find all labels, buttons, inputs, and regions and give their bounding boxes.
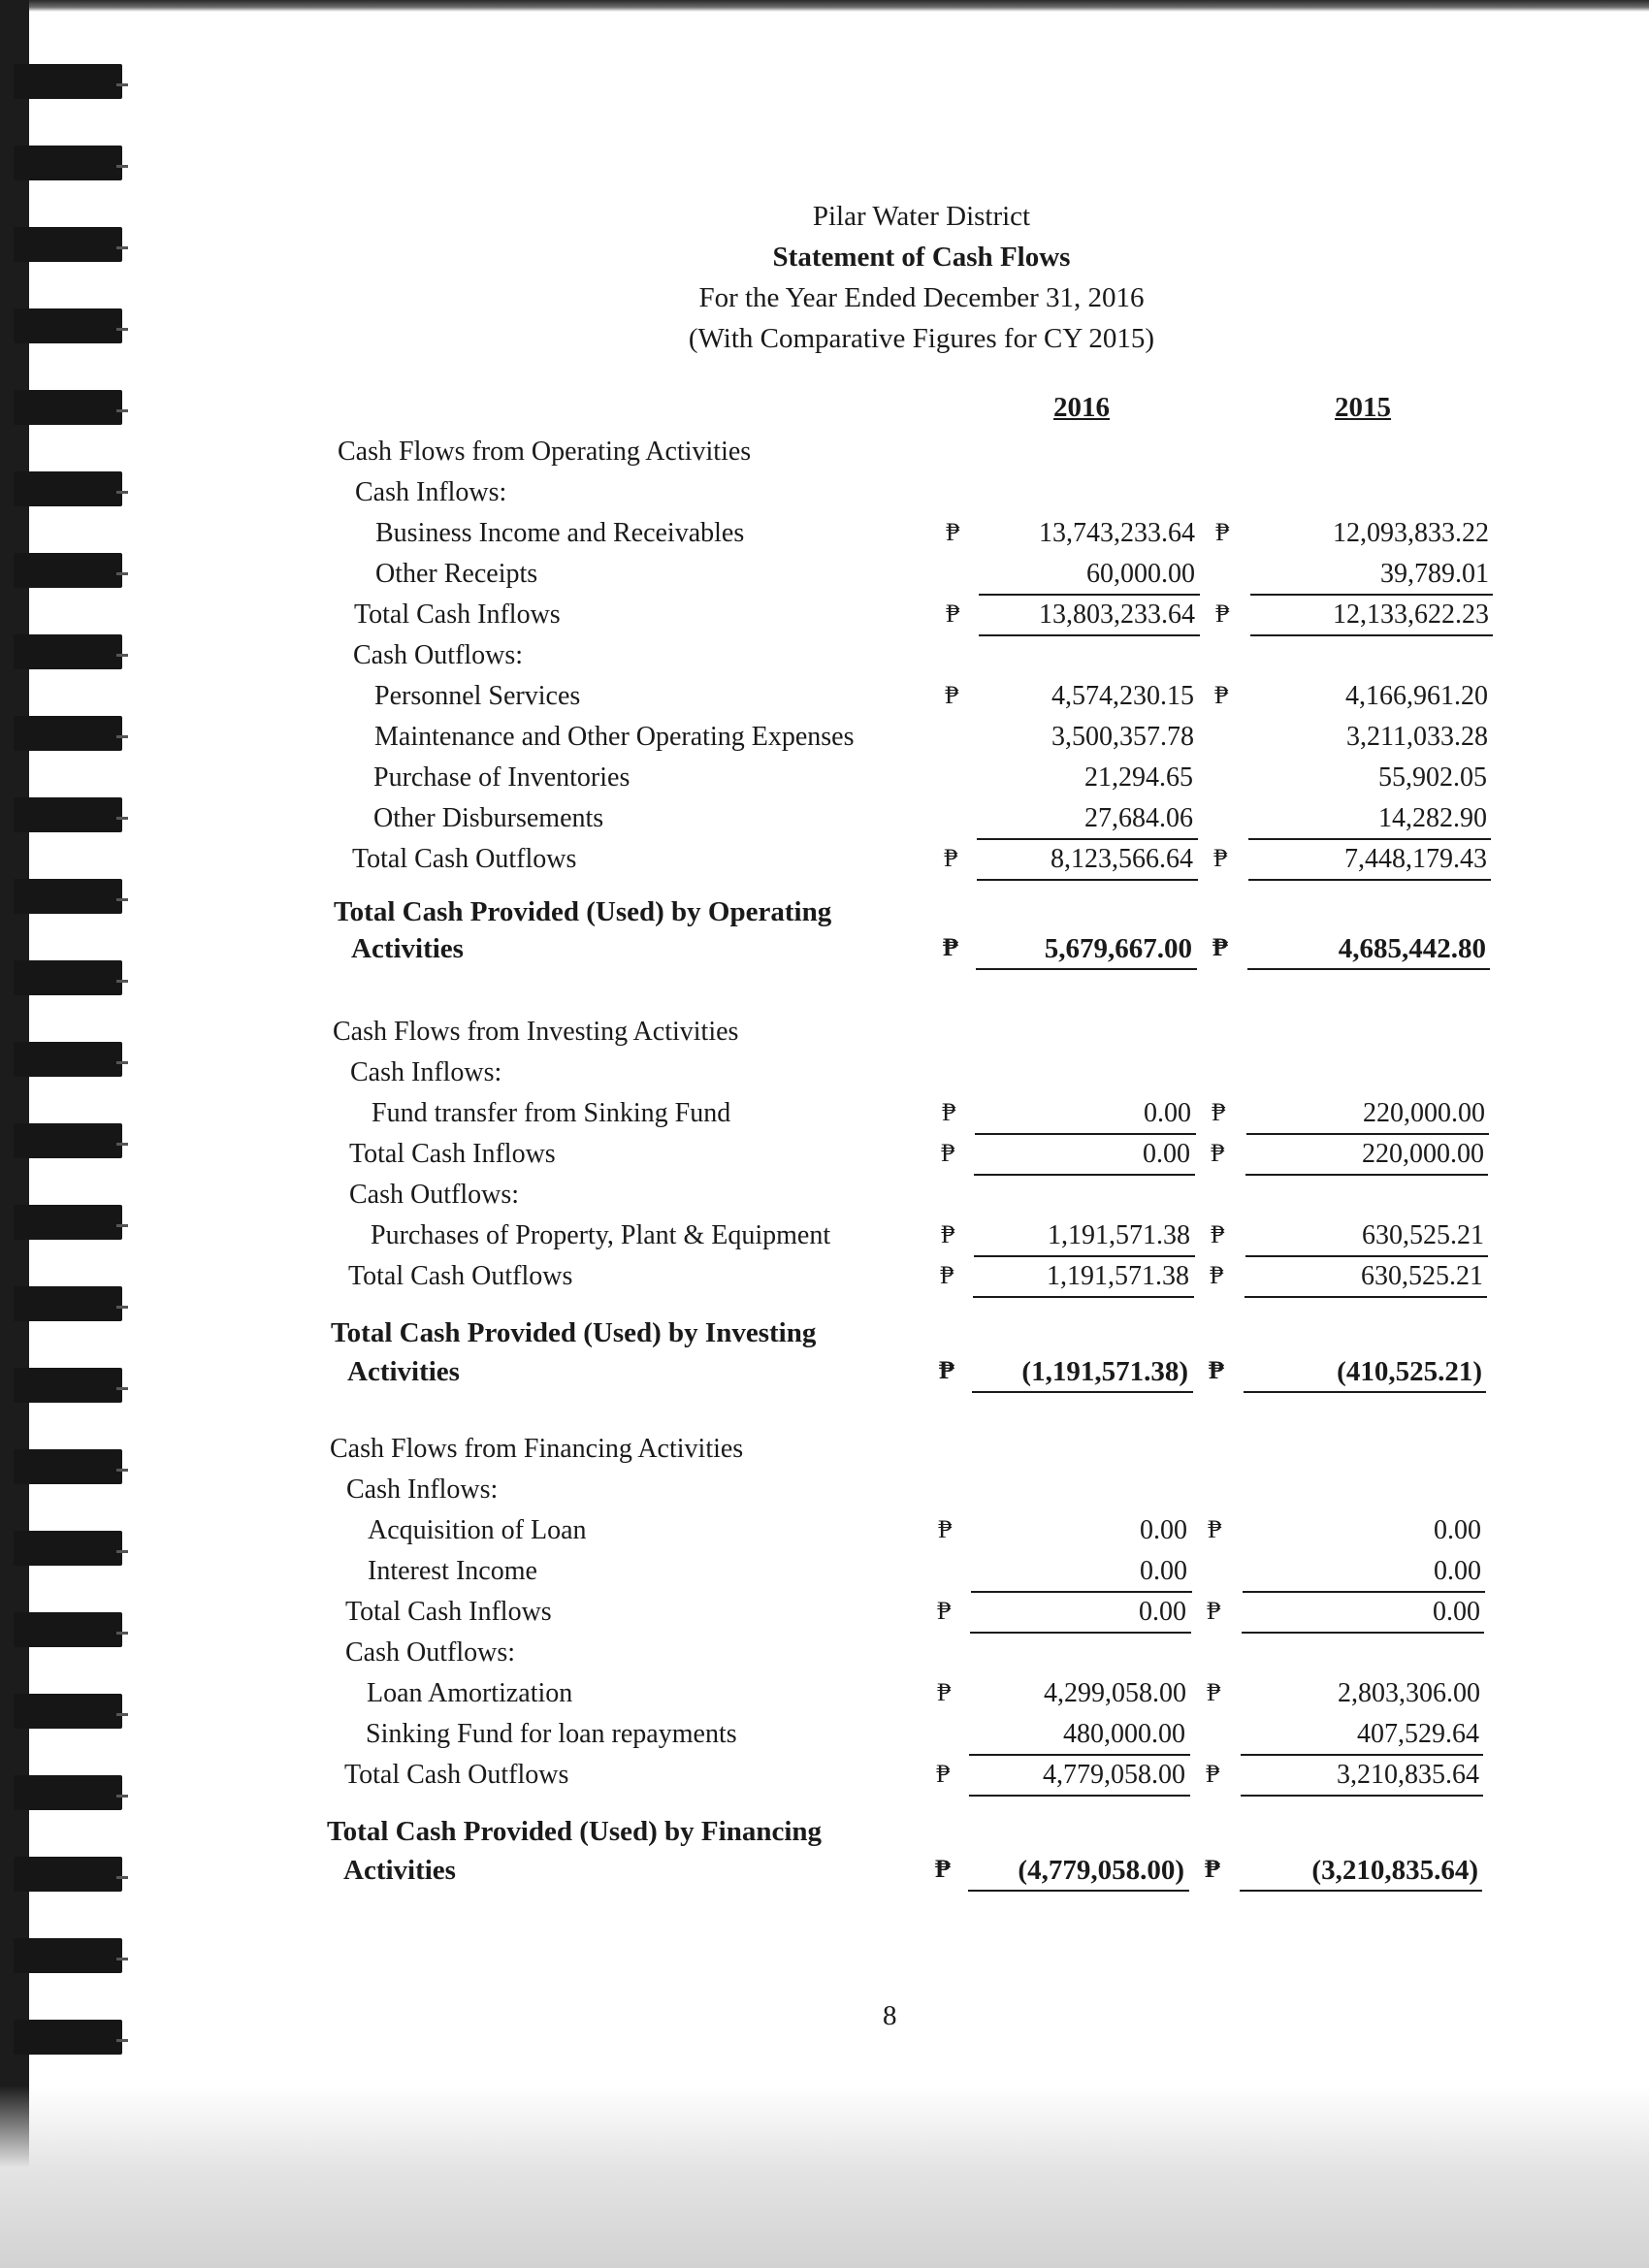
table-row	[333, 1017, 1536, 1055]
value-2016: 27,684.06	[1084, 803, 1193, 833]
value-2015: 12,093,833.22	[1333, 518, 1489, 548]
value-2016: 480,000.00	[1063, 1719, 1185, 1749]
binding-hole	[14, 227, 122, 262]
peso-sign-2016: ₱	[945, 681, 959, 709]
value-2016: 0.00	[1144, 1098, 1191, 1128]
value-2015: 14,282.90	[1378, 803, 1487, 833]
table-row	[337, 518, 1539, 557]
underline-2015	[1245, 1296, 1487, 1298]
value-2015: 0.00	[1434, 1515, 1481, 1545]
peso-sign-2015: ₱	[1211, 1139, 1225, 1167]
row-label: Loan Amortization	[367, 1678, 573, 1708]
row-label: Other Receipts	[375, 559, 538, 589]
binding-hole	[14, 471, 122, 506]
value-2016: 3,500,357.78	[1051, 722, 1194, 752]
binding-hole	[14, 797, 122, 832]
underline-2016	[974, 1255, 1195, 1257]
row-label: Total Cash Outflows	[344, 1760, 569, 1790]
value-2015: 220,000.00	[1362, 1139, 1484, 1169]
binding-hole	[14, 1531, 122, 1566]
value-2016: 0.00	[1143, 1139, 1190, 1169]
binding-hole	[14, 64, 122, 99]
row-label: Interest Income	[368, 1556, 537, 1586]
row-label: Personnel Services	[374, 681, 581, 711]
row-label: Cash Inflows:	[350, 1057, 502, 1087]
statement-title: Statement of Cash Flows	[772, 242, 1071, 273]
table-row	[332, 1139, 1535, 1178]
column-header-2015: 2015	[1335, 392, 1391, 423]
binding-hole	[14, 2020, 122, 2055]
table-row	[329, 1515, 1532, 1554]
binding-hole	[14, 1368, 122, 1403]
binding-hole	[14, 1857, 122, 1892]
table-row	[335, 762, 1537, 801]
row-label: Maintenance and Other Operating Expenses	[374, 722, 855, 752]
underline-2015	[1241, 1754, 1483, 1756]
peso-sign-2015: ₱	[1210, 1261, 1224, 1289]
binding-hole	[14, 1286, 122, 1321]
table-row	[327, 1816, 1530, 1855]
peso-sign-2016: ₱	[942, 1098, 956, 1126]
table-row	[327, 1760, 1530, 1798]
underline-2016	[977, 879, 1198, 881]
binding-hole	[14, 1938, 122, 1973]
underline-2016	[977, 838, 1198, 840]
scan-top-edge	[0, 0, 1649, 12]
peso-sign-2015: ₱	[1215, 518, 1230, 546]
underline-2016	[973, 1296, 1194, 1298]
underline-2015	[1245, 1255, 1488, 1257]
value-2016: 0.00	[1139, 1597, 1186, 1627]
table-row	[331, 1317, 1534, 1356]
value-2015: 39,789.01	[1380, 559, 1489, 589]
row-label: Sinking Fund for loan repayments	[366, 1719, 737, 1749]
underline-2015	[1242, 1632, 1484, 1634]
binding-hole	[14, 1123, 122, 1158]
value-2016: 1,191,571.38	[1048, 1220, 1190, 1250]
underline-2016	[969, 1795, 1190, 1797]
underline-2016	[972, 1391, 1193, 1393]
binding-hole	[14, 553, 122, 588]
value-2016: 4,574,230.15	[1051, 681, 1194, 711]
table-row	[334, 896, 1536, 935]
binding-hole	[14, 1205, 122, 1240]
value-2015: 220,000.00	[1363, 1098, 1485, 1128]
statement-header	[582, 196, 1261, 359]
value-2015: 3,210,835.64	[1337, 1760, 1479, 1790]
peso-sign-2015: ₱	[1207, 1597, 1221, 1625]
binding-hole	[14, 716, 122, 751]
value-2015: (410,525.21)	[1337, 1356, 1482, 1387]
table-row	[329, 1556, 1532, 1595]
statement-period: For the Year Ended December 31, 2016	[698, 282, 1145, 313]
value-2016: 4,779,058.00	[1043, 1760, 1185, 1790]
row-label: Other Disbursements	[373, 803, 604, 833]
peso-sign-2015: ₱	[1212, 933, 1228, 961]
underline-2016	[976, 968, 1197, 970]
peso-sign-2015: ₱	[1211, 1220, 1225, 1248]
underline-2015	[1250, 634, 1493, 636]
table-row	[337, 559, 1539, 598]
value-2015: 4,685,442.80	[1338, 933, 1486, 964]
row-label: Cash Outflows:	[353, 640, 523, 670]
binding-hole	[14, 390, 122, 425]
underline-2016	[975, 1133, 1196, 1135]
table-row	[335, 844, 1537, 883]
value-2015: 630,525.21	[1362, 1220, 1484, 1250]
value-2016: 13,743,233.64	[1039, 518, 1195, 548]
value-2016: 13,803,233.64	[1039, 599, 1195, 630]
value-2015: (3,210,835.64)	[1311, 1855, 1478, 1886]
table-row	[333, 1057, 1536, 1096]
value-2016: 1,191,571.38	[1047, 1261, 1189, 1291]
table-row	[337, 599, 1539, 638]
peso-sign-2016: ₱	[939, 1356, 954, 1384]
row-label: Purchase of Inventories	[373, 762, 630, 793]
table-row	[330, 1434, 1533, 1473]
row-label: Cash Outflows:	[349, 1180, 519, 1210]
underline-2016	[971, 1591, 1192, 1593]
peso-sign-2016: ₱	[946, 599, 960, 628]
underline-2015	[1248, 838, 1491, 840]
table-row	[336, 640, 1538, 679]
row-label: Total Cash Provided (Used) by Financing	[327, 1816, 823, 1847]
table-row	[336, 722, 1538, 761]
value-2015: 0.00	[1433, 1597, 1480, 1627]
value-2016: 5,679,667.00	[1044, 933, 1192, 964]
table-row	[338, 437, 1540, 475]
statement-comparative: (With Comparative Figures for CY 2015)	[688, 323, 1155, 354]
value-2015: 4,166,961.20	[1345, 681, 1488, 711]
peso-sign-2015: ₱	[1213, 844, 1228, 872]
peso-sign-2015: ₱	[1205, 1855, 1220, 1883]
row-label: Total Cash Provided (Used) by Investing	[331, 1317, 817, 1348]
peso-sign-2016: ₱	[936, 1760, 951, 1788]
row-label: Cash Outflows:	[345, 1637, 515, 1668]
entity-name: Pilar Water District	[812, 201, 1031, 232]
table-row	[334, 933, 1536, 972]
row-label: Total Cash Inflows	[354, 599, 561, 630]
value-2016: 60,000.00	[1086, 559, 1195, 589]
underline-2015	[1246, 1133, 1489, 1135]
peso-sign-2016: ₱	[940, 1261, 954, 1289]
value-2015: 12,133,622.23	[1333, 599, 1489, 630]
underline-2016	[969, 1754, 1190, 1756]
table-row	[328, 1637, 1531, 1676]
table-row	[333, 1098, 1536, 1137]
underline-2015	[1247, 968, 1490, 970]
peso-sign-2016: ₱	[941, 1220, 955, 1248]
underline-2015	[1241, 1795, 1483, 1797]
value-2016: 0.00	[1140, 1556, 1187, 1586]
peso-sign-2016: ₱	[943, 933, 958, 961]
value-2015: 7,448,179.43	[1344, 844, 1487, 874]
value-2015: 0.00	[1434, 1556, 1481, 1586]
peso-sign-2016: ₱	[937, 1597, 952, 1625]
underline-2016	[974, 1174, 1195, 1176]
peso-sign-2016: ₱	[938, 1515, 953, 1543]
binding-hole	[14, 1775, 122, 1810]
underline-2015	[1248, 879, 1491, 881]
binding-hole	[14, 634, 122, 669]
table-row	[336, 681, 1538, 720]
underline-2015	[1240, 1890, 1482, 1892]
row-label: Total Cash Outflows	[348, 1261, 573, 1291]
row-label: Total Cash Provided (Used) by Operating	[334, 896, 832, 927]
scan-bottom-shade	[0, 2086, 1649, 2268]
value-2015: 55,902.05	[1378, 762, 1487, 793]
underline-2015	[1244, 1391, 1486, 1393]
underline-2016	[970, 1632, 1191, 1634]
row-label: Total Cash Inflows	[349, 1139, 556, 1169]
binding-hole	[14, 1694, 122, 1729]
value-2016: (1,191,571.38)	[1021, 1356, 1188, 1387]
binding-hole	[14, 308, 122, 343]
page-number: 8	[883, 2000, 897, 2031]
peso-sign-2016: ₱	[935, 1855, 951, 1883]
column-header-2016: 2016	[1053, 392, 1110, 423]
value-2015: 3,211,033.28	[1346, 722, 1488, 752]
binding-hole	[14, 1449, 122, 1484]
underline-2015	[1245, 1174, 1488, 1176]
value-2015: 630,525.21	[1361, 1261, 1483, 1291]
table-row	[328, 1678, 1531, 1717]
row-label: Business Income and Receivables	[375, 518, 745, 548]
binding-hole	[14, 1042, 122, 1077]
peso-sign-2015: ₱	[1208, 1515, 1222, 1543]
peso-sign-2015: ₱	[1214, 681, 1229, 709]
value-2015: 407,529.64	[1357, 1719, 1479, 1749]
row-label: Purchases of Property, Plant & Equipment	[371, 1220, 831, 1250]
table-row	[335, 803, 1537, 842]
value-2016: 8,123,566.64	[1051, 844, 1193, 874]
row-label: Activities	[343, 1855, 456, 1886]
value-2016: (4,779,058.00)	[1018, 1855, 1184, 1886]
table-row	[326, 1855, 1529, 1894]
table-row	[332, 1220, 1535, 1259]
row-label: Cash Inflows:	[346, 1474, 499, 1505]
underline-2016	[968, 1890, 1189, 1892]
binding-hole	[14, 879, 122, 914]
peso-sign-2015: ₱	[1215, 599, 1230, 628]
binding-hole	[14, 146, 122, 180]
row-label: Cash Flows from Operating Activities	[338, 437, 752, 467]
binding-hole	[14, 1612, 122, 1647]
table-row	[330, 1356, 1533, 1395]
row-label: Cash Inflows:	[355, 477, 507, 507]
row-label: Activities	[347, 1356, 460, 1387]
peso-sign-2016: ₱	[946, 518, 960, 546]
peso-sign-2016: ₱	[944, 844, 958, 872]
row-label: Activities	[351, 933, 464, 964]
underline-2015	[1250, 594, 1493, 596]
value-2016: 4,299,058.00	[1044, 1678, 1186, 1708]
binding-hole	[14, 960, 122, 995]
row-label: Cash Flows from Investing Activities	[333, 1017, 739, 1047]
table-row	[328, 1597, 1531, 1636]
peso-sign-2015: ₱	[1209, 1356, 1224, 1384]
peso-sign-2016: ₱	[941, 1139, 955, 1167]
value-2016: 21,294.65	[1084, 762, 1193, 793]
value-2016: 0.00	[1140, 1515, 1187, 1545]
table-row	[331, 1261, 1534, 1300]
peso-sign-2015: ₱	[1207, 1678, 1221, 1706]
underline-2016	[979, 594, 1200, 596]
table-row	[338, 477, 1540, 516]
table-row	[329, 1474, 1532, 1513]
underline-2016	[979, 634, 1200, 636]
value-2015: 2,803,306.00	[1338, 1678, 1480, 1708]
row-label: Total Cash Inflows	[345, 1597, 552, 1627]
row-label: Fund transfer from Sinking Fund	[372, 1098, 731, 1128]
table-row	[327, 1719, 1530, 1758]
peso-sign-2015: ₱	[1212, 1098, 1226, 1126]
row-label: Acquisition of Loan	[368, 1515, 587, 1545]
table-row	[332, 1180, 1535, 1218]
peso-sign-2016: ₱	[937, 1678, 952, 1706]
peso-sign-2015: ₱	[1206, 1760, 1220, 1788]
row-label: Cash Flows from Financing Activities	[330, 1434, 744, 1464]
row-label: Total Cash Outflows	[352, 844, 577, 874]
underline-2015	[1243, 1591, 1485, 1593]
